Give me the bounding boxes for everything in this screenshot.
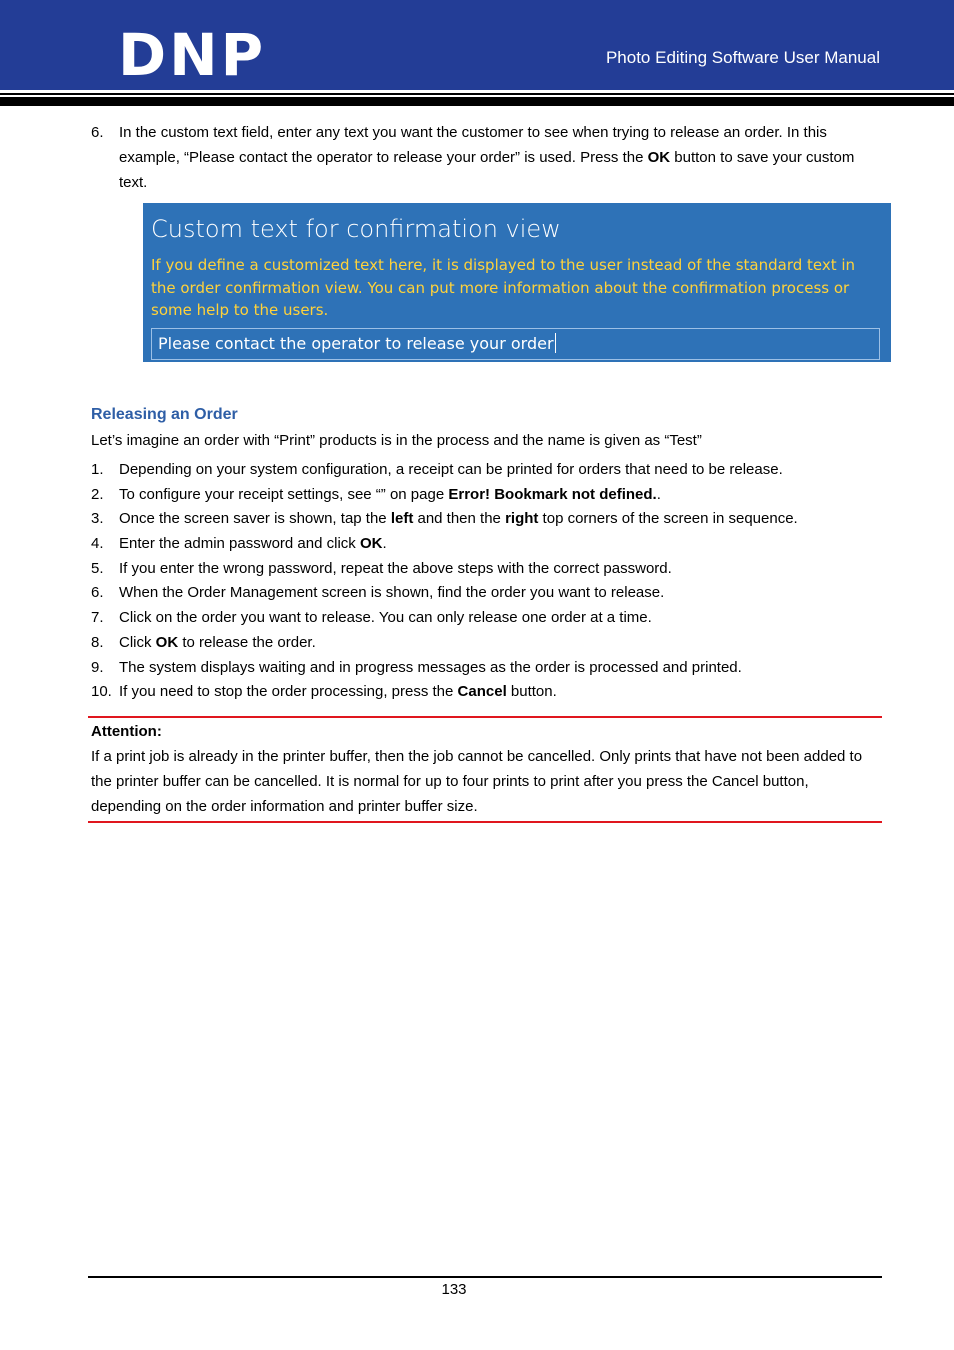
custom-text-input[interactable]: Please contact the operator to release your order: [151, 328, 880, 360]
attention-box: [91, 719, 881, 819]
list-item: 8. Click OK to release the order.: [91, 633, 316, 651]
list-item: 6. When the Order Management screen is shown, find the order you want to release.: [91, 584, 665, 602]
list-item: 9. The system displays waiting and in progress messages as the order is processed and printed.: [91, 658, 742, 676]
step-text: In the custom text field, enter any text you want the customer to see when trying to release an order. In this example, “Please contact the operator to release your order” is used. Press the OK button to save your custom text.: [119, 124, 855, 191]
page-header: [0, 0, 954, 90]
panel-title: Custom text for confirmation view: [151, 215, 561, 243]
list-item: 4. Enter the admin password and click OK.: [91, 535, 387, 553]
header-divider-thick: [0, 97, 954, 106]
list-item: 10. If you need to stop the order processing, press the Cancel button.: [91, 683, 557, 701]
list-item: 5. If you enter the wrong password, repeat the above steps with the correct password.: [91, 559, 672, 577]
section-intro: Let’s imagine an order with “Print” products is in the process and the name is given as “Test”: [91, 432, 702, 449]
section-title: Releasing an Order: [91, 406, 238, 423]
attention-top-rule: [88, 716, 882, 718]
list-item: 2. To configure your receipt settings, see “” on page Error! Bookmark not defined..: [91, 485, 661, 503]
custom-text-screenshot: [143, 203, 891, 362]
attention-label: Attention:: [91, 723, 162, 740]
dnp-logo: DNP: [118, 21, 267, 89]
list-item: 3. Once the screen saver is shown, tap the left and then the right top corners of the screen in sequence.: [91, 510, 798, 528]
list-item: 1. Depending on your system configuration, a receipt can be printed for orders that need to be release.: [91, 461, 783, 478]
step-number: 6.: [91, 124, 104, 141]
list-item: 7. Click on the order you want to release. You can only release one order at a time.: [91, 609, 652, 627]
release-steps: [91, 458, 881, 705]
attention-bottom-rule: [88, 821, 882, 823]
text-cursor: [555, 333, 556, 353]
footer-rule: [88, 1276, 882, 1278]
panel-description: If you define a customized text here, it is displayed to the user instead of the standard text in the order confirmation view. You can put more information about the confirmation process or some help to the users.: [151, 256, 856, 319]
header-divider-thin: [0, 93, 954, 95]
attention-text: If a print job is already in the printer buffer, then the job cannot be cancelled. Only prints that have not been added to the printer buffer can be cancelled. It is normal for up to four prints to print after you press the Cancel button, depending on the order information and printer buffer size.: [91, 748, 863, 815]
manual-title: Photo Editing Software User Manual: [605, 48, 880, 67]
page-number: 133: [441, 1281, 467, 1298]
step-6: [91, 120, 881, 195]
